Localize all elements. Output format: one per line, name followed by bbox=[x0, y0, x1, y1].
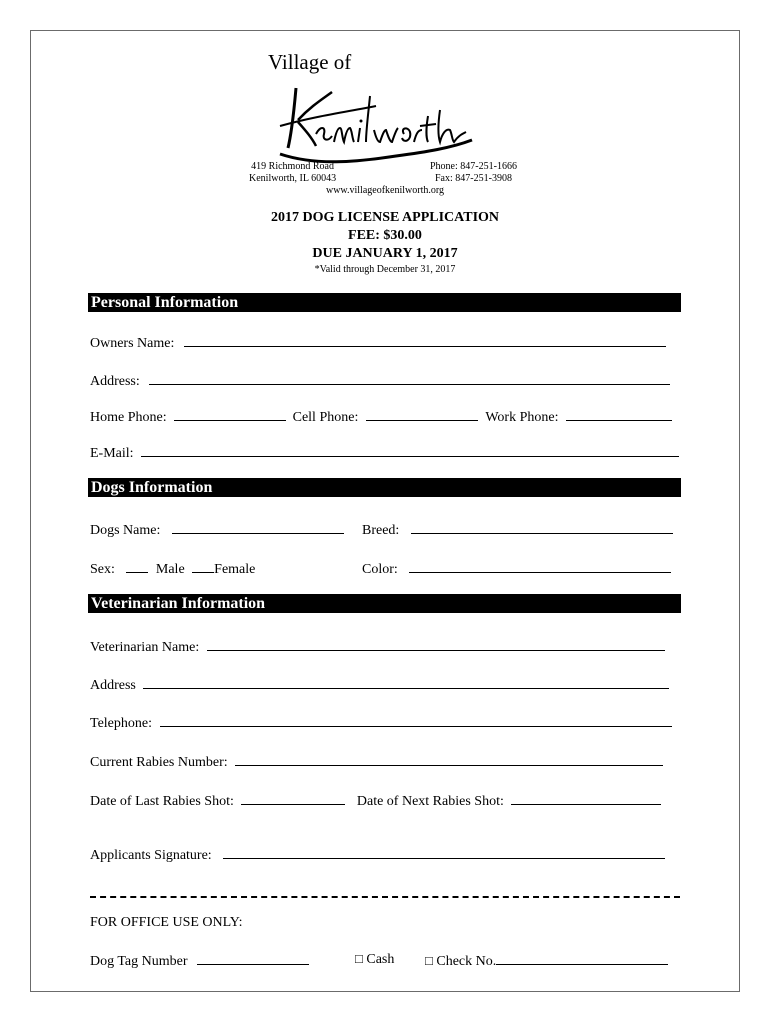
check-checkbox[interactable]: □ bbox=[425, 953, 433, 968]
vet-address-label: Address bbox=[90, 678, 136, 693]
next-shot-label: Date of Next Rabies Shot: bbox=[356, 794, 504, 809]
signature-field[interactable] bbox=[223, 845, 665, 859]
cell-phone-label: Cell Phone: bbox=[292, 410, 359, 425]
phone-row bbox=[90, 407, 672, 426]
next-shot-field[interactable] bbox=[511, 791, 661, 805]
kenilworth-logo bbox=[276, 76, 476, 166]
sex-label: Sex: bbox=[90, 562, 115, 577]
check-option bbox=[425, 951, 668, 970]
vet-telephone-label: Telephone: bbox=[90, 716, 152, 731]
dogs-name-row bbox=[90, 520, 344, 539]
address-block bbox=[249, 161, 336, 185]
female-label: Female bbox=[214, 562, 256, 577]
address-line-1: 419 Richmond Road bbox=[251, 161, 334, 172]
last-shot-label: Date of Last Rabies Shot: bbox=[90, 794, 234, 809]
check-number-field[interactable] bbox=[496, 951, 668, 965]
work-phone-label: Work Phone: bbox=[485, 410, 559, 425]
contact-block bbox=[430, 161, 517, 185]
home-phone-field[interactable] bbox=[174, 407, 286, 421]
form-title: 2017 DOG LICENSE APPLICATION bbox=[270, 210, 500, 225]
work-phone-field[interactable] bbox=[566, 407, 672, 421]
email-row bbox=[90, 443, 679, 462]
color-label: Color: bbox=[362, 562, 398, 577]
due-date: DUE JANUARY 1, 2017 bbox=[312, 246, 458, 261]
dogs-name-field[interactable] bbox=[172, 520, 344, 534]
last-shot-field[interactable] bbox=[241, 791, 345, 805]
breed-field[interactable] bbox=[411, 520, 673, 534]
rabies-number-row bbox=[90, 752, 663, 771]
dogs-name-label: Dogs Name: bbox=[90, 523, 161, 538]
vet-address-field[interactable] bbox=[143, 675, 669, 689]
rabies-number-field[interactable] bbox=[235, 752, 663, 766]
section-dogs-heading: Dogs Information bbox=[88, 478, 681, 497]
breed-label: Breed: bbox=[362, 523, 400, 538]
address-line-2: Kenilworth, IL 60043 bbox=[249, 173, 337, 184]
validity-note: *Valid through December 31, 2017 bbox=[314, 264, 456, 275]
office-use-heading: FOR OFFICE USE ONLY: bbox=[90, 915, 243, 930]
rabies-number-label: Current Rabies Number: bbox=[90, 755, 228, 770]
owners-name-row bbox=[90, 333, 666, 352]
owners-name-label: Owners Name: bbox=[90, 336, 175, 351]
signature-label: Applicants Signature: bbox=[90, 848, 212, 863]
vet-name-row bbox=[90, 637, 665, 656]
title-block bbox=[0, 209, 770, 276]
vet-telephone-field[interactable] bbox=[160, 713, 672, 727]
address-label: Address: bbox=[90, 374, 140, 389]
cash-option bbox=[355, 951, 394, 968]
vet-address-row bbox=[90, 675, 669, 694]
rabies-dates-row bbox=[90, 791, 661, 810]
sex-row bbox=[90, 559, 255, 578]
email-field[interactable] bbox=[141, 443, 679, 457]
address-row bbox=[90, 371, 670, 390]
tag-number-label: Dog Tag Number bbox=[90, 954, 188, 969]
vet-name-field[interactable] bbox=[207, 637, 665, 651]
tag-number-row bbox=[90, 951, 309, 970]
male-label: Male bbox=[155, 562, 185, 577]
cash-checkbox[interactable]: □ bbox=[355, 951, 363, 966]
breed-row bbox=[362, 520, 673, 539]
logo-village-of: Village of bbox=[268, 50, 352, 74]
fee-line: FEE: $30.00 bbox=[348, 228, 422, 243]
female-field[interactable] bbox=[192, 559, 214, 573]
tag-number-field[interactable] bbox=[197, 951, 309, 965]
email-label: E-Mail: bbox=[90, 446, 134, 461]
office-divider bbox=[90, 896, 680, 898]
website: www.villageofkenilworth.org bbox=[325, 185, 445, 196]
color-field[interactable] bbox=[409, 559, 671, 573]
phone-number: Phone: 847-251-1666 bbox=[430, 161, 517, 172]
check-label: Check No. bbox=[436, 954, 497, 969]
cash-label: Cash bbox=[366, 952, 395, 967]
home-phone-label: Home Phone: bbox=[90, 410, 167, 425]
male-field[interactable] bbox=[126, 559, 148, 573]
owners-name-field[interactable] bbox=[184, 333, 666, 347]
section-vet-heading: Veterinarian Information bbox=[88, 594, 681, 613]
address-field[interactable] bbox=[149, 371, 670, 385]
vet-telephone-row bbox=[90, 713, 672, 732]
signature-row bbox=[90, 845, 665, 864]
color-row bbox=[362, 559, 671, 578]
cell-phone-field[interactable] bbox=[366, 407, 478, 421]
section-personal-heading: Personal Information bbox=[88, 293, 681, 312]
fax-number: Fax: 847-251-3908 bbox=[435, 173, 512, 184]
vet-name-label: Veterinarian Name: bbox=[90, 640, 200, 655]
